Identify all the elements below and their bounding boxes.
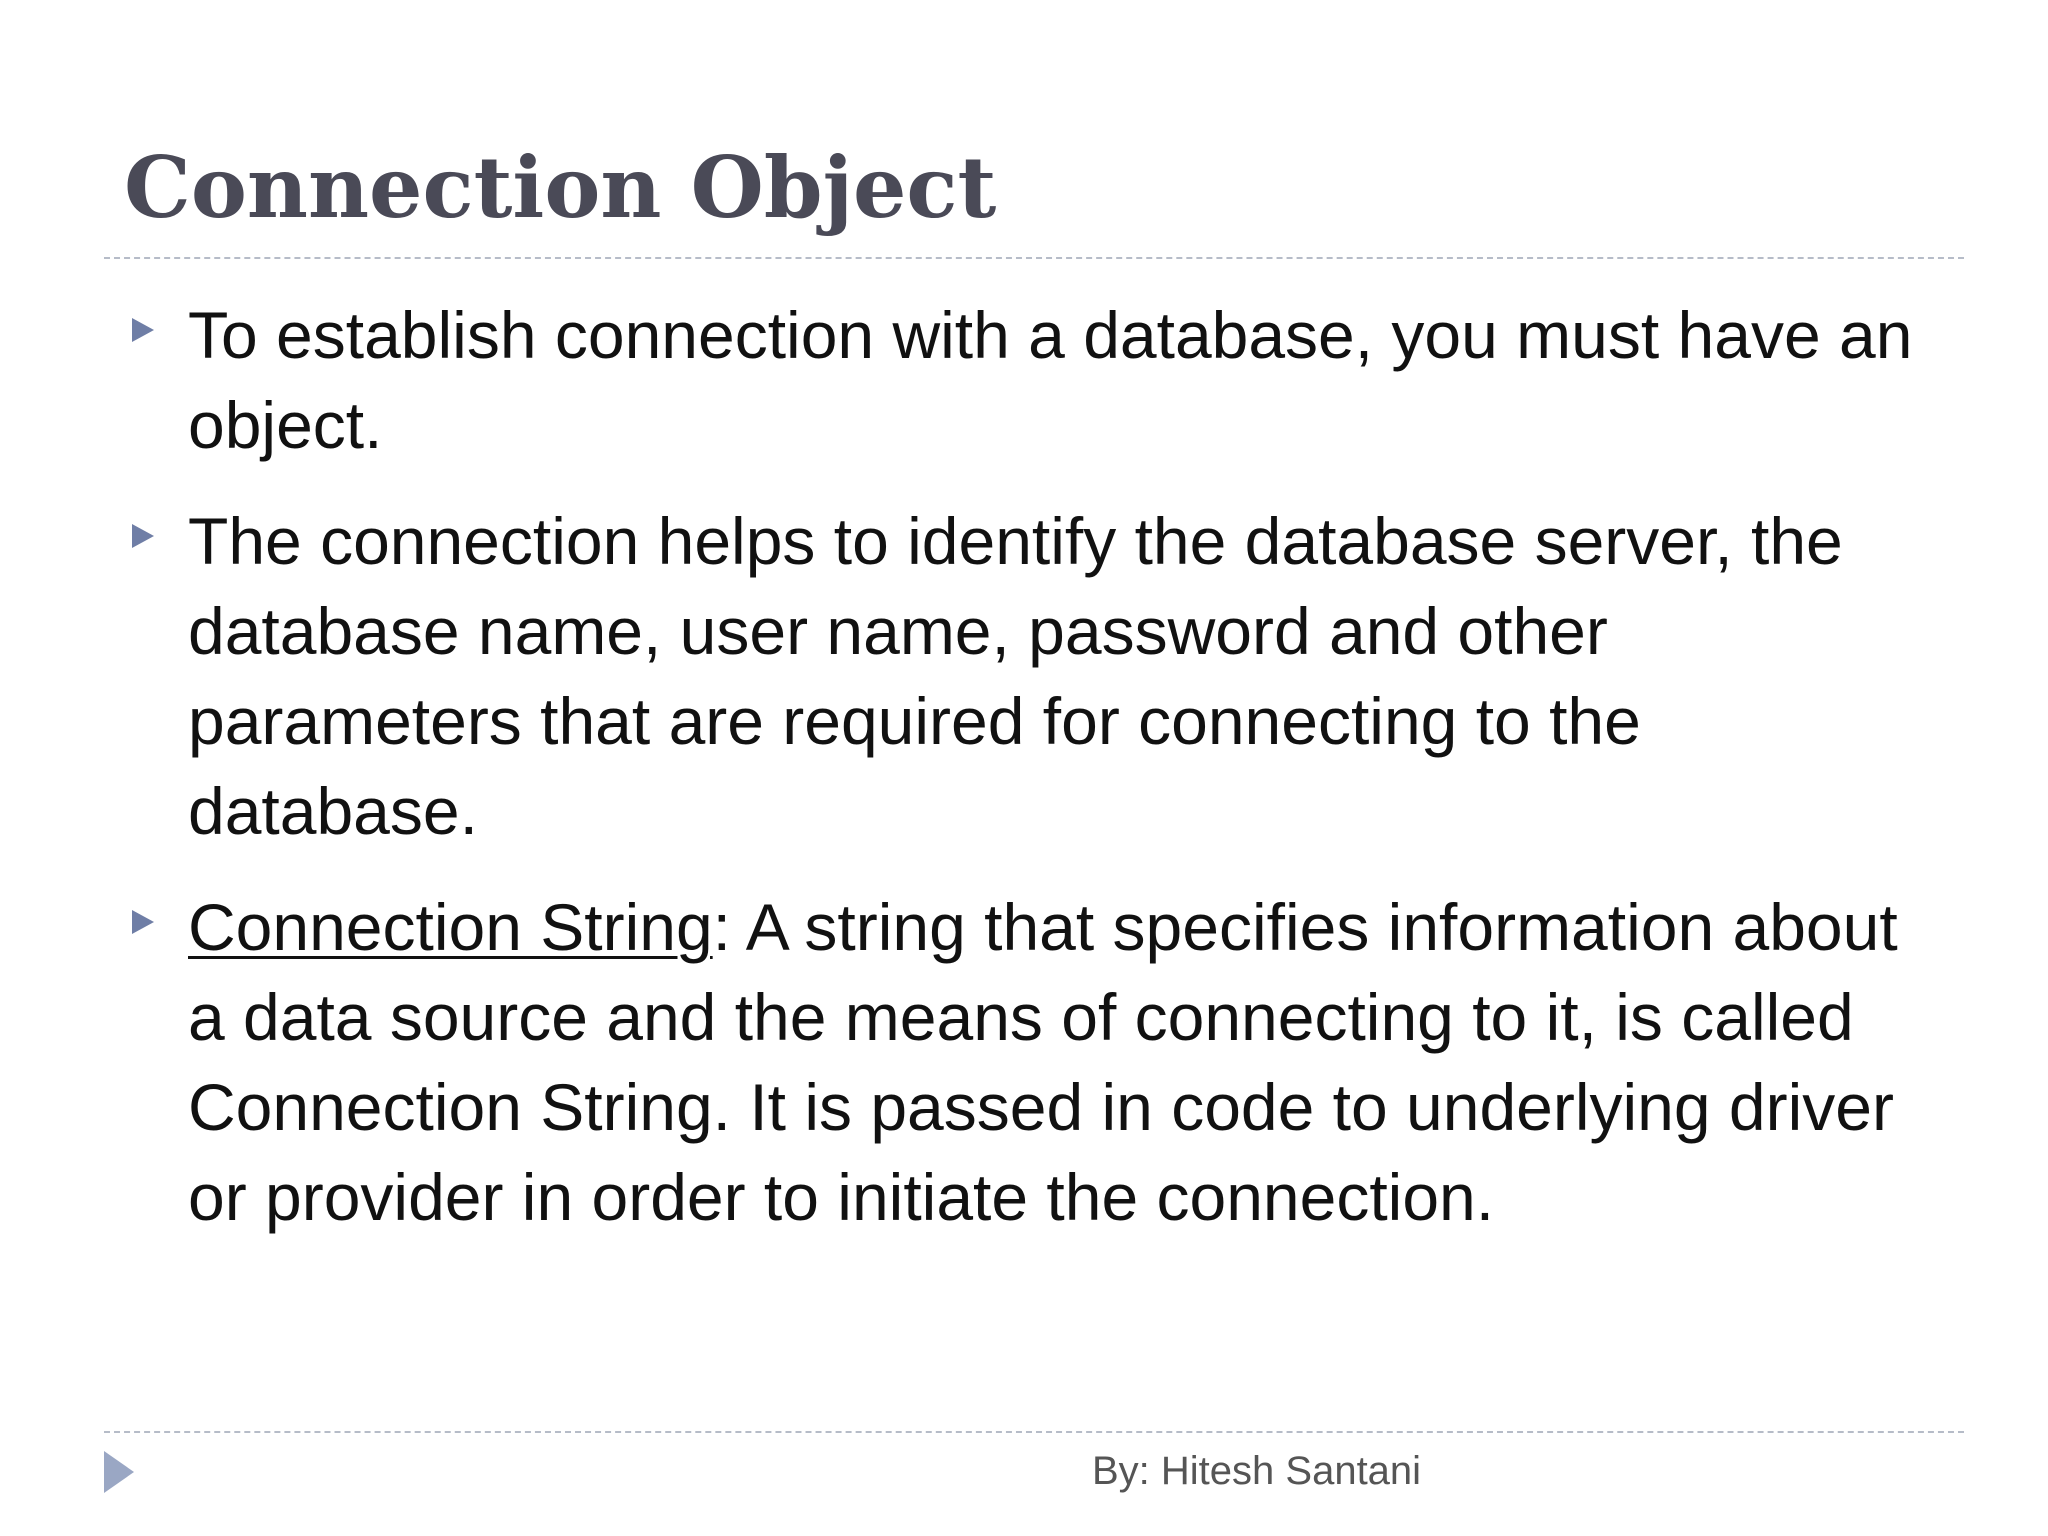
bullet-item-connection-string: [128, 882, 1928, 1242]
bullet-text: To establish connection with a database, you must have an object.: [188, 298, 1913, 462]
bullet-triangle-icon: [132, 318, 154, 342]
bullet-triangle-icon: [132, 524, 154, 548]
bullet-item-object: [128, 290, 1928, 470]
connection-string-definition: : A string that specifies information about a data source and the means of connecting to it, is called Connection String. It is passed in code to underlying driver or provider in order to initiate the connection.: [188, 890, 1898, 1234]
bullet-item-connection: [128, 496, 1928, 856]
footer-divider: [104, 1431, 1964, 1433]
bullet-list: [128, 290, 1928, 1268]
bullet-triangle-icon: [132, 910, 154, 934]
title-divider: [104, 257, 1964, 259]
slide-title: Connection Object: [124, 138, 997, 237]
connection-string-term: Connection String: [188, 890, 713, 964]
bullet-text: The connection helps to identify the database server, the database name, user name, password and other parameters that are required for connecting to the database.: [188, 504, 1843, 848]
author-footer: By: Hitesh Santani: [1092, 1449, 1422, 1493]
bullet-text: [188, 882, 1928, 1242]
nav-arrow-icon[interactable]: [104, 1451, 134, 1493]
